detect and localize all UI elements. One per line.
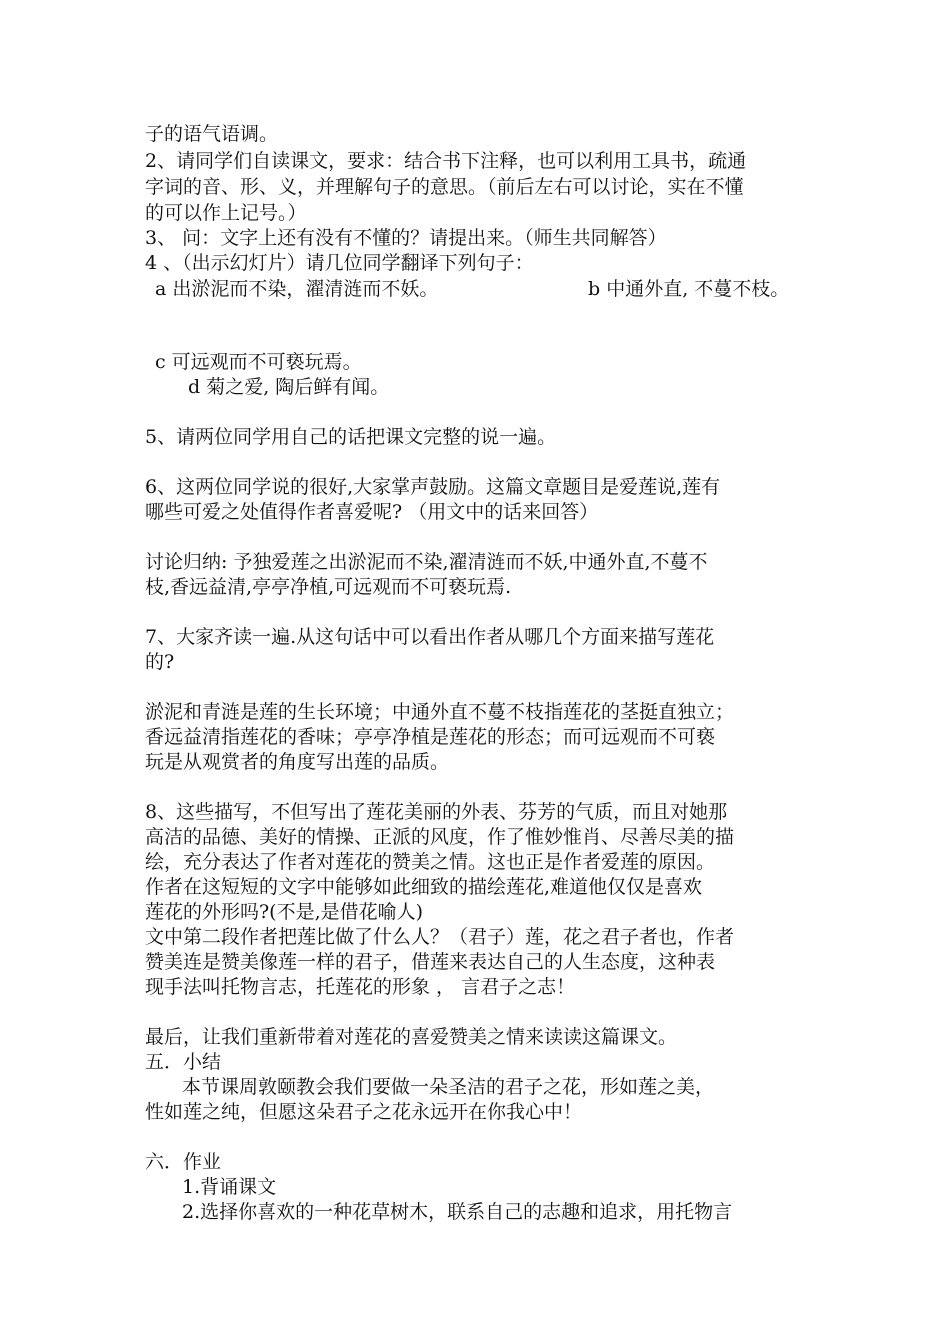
- text-line: 本节课周敦颐教会我们要做一朵圣洁的君子之花，形如莲之美，: [182, 1076, 715, 1098]
- text-line: 哪些可爱之处值得作者喜爱呢? （用文中的话来回答）: [145, 501, 599, 523]
- text-line: 莲花的外形吗?(不是,是借花喻人): [145, 901, 424, 923]
- translation-item-b: b 中通外直, 不蔓不枝。: [588, 278, 790, 300]
- text-line: 6、这两位同学说的很好,大家掌声鼓励。这篇文章题目是爱莲说,莲有: [145, 476, 721, 498]
- text-line: 3、 问：文字上还有没有不懂的？请提出来。（师生共同解答）: [145, 227, 667, 249]
- text-line: 香远益清指莲花的香味；亭亭净植是莲花的形态；而可远观而不可亵: [145, 726, 716, 748]
- section-heading-summary: 五．小结: [145, 1051, 222, 1073]
- text-line: 8、这些描写，不但写出了莲花美丽的外表、芬芳的气质，而且对她那: [145, 801, 728, 823]
- text-line: 最后，让我们重新带着对莲花的喜爱赞美之情来读读这篇课文。: [145, 1026, 678, 1048]
- translation-item-a: a 出淤泥而不染，濯清涟而不妖。: [155, 278, 439, 300]
- text-line: 淤泥和青涟是莲的生长环境；中通外直不蔓不枝指莲花的茎挺直独立；: [145, 701, 735, 723]
- text-line: 现手法叫托物言志，托莲花的形象 ， 言君子之志！: [145, 976, 576, 998]
- section-heading-homework: 六．作业: [145, 1151, 222, 1173]
- text-line: 7、大家齐读一遍.从这句话中可以看出作者从哪几个方面来描写莲花: [145, 626, 715, 648]
- text-line: 的?: [145, 651, 175, 673]
- text-line: 的可以作上记号。）: [145, 202, 307, 224]
- text-line: 文中第二段作者把莲比做了什么人？（君子）莲，花之君子者也，作者: [145, 926, 735, 948]
- homework-item: 2.选择你喜欢的一种花草树木，联系自己的志趣和追求，用托物言: [182, 1201, 733, 1223]
- translation-item-c: c 可远观而不可亵玩焉。: [155, 351, 362, 373]
- homework-item: 1.背诵课文: [182, 1176, 277, 1198]
- text-line: 赞美连是赞美像莲一样的君子，借莲来表达自己的人生态度，这种表: [145, 951, 716, 973]
- text-line: 5、请两位同学用自己的话把课文完整的说一遍。: [145, 426, 557, 448]
- text-line: 2、请同学们自读课文，要求：结合书下注释，也可以利用工具书，疏通: [145, 150, 747, 172]
- text-line: 子的语气语调。: [145, 123, 279, 145]
- text-line: 枝,香远益清,亭亭净植,可远观而不可亵玩焉.: [145, 576, 512, 598]
- text-line: 绘，充分表达了作者对莲花的赞美之情。这也正是作者爱莲的原因。: [145, 851, 716, 873]
- text-line: 性如莲之纯，但愿这朵君子之花永远开在你我心中！: [145, 1101, 583, 1123]
- translation-item-d: d 菊之爱, 陶后鲜有闻。: [188, 376, 390, 398]
- text-line: 作者在这短短的文字中能够如此细致的描绘莲花,难道他仅仅是喜欢: [145, 876, 703, 898]
- text-line: 讨论归纳: 予独爱莲之出淤泥而不染,濯清涟而不妖,中通外直,不蔓不: [145, 551, 708, 573]
- text-line: 字词的音、形、义，并理解句子的意思。（前后左右可以讨论，实在不懂: [145, 176, 744, 198]
- text-line: 高洁的品德、美好的情操、正派的风度，作了惟妙惟肖、尽善尽美的描: [145, 826, 735, 848]
- text-line: 4 、（出示幻灯片）请几位同学翻译下列句子：: [145, 252, 534, 274]
- text-line: 玩是从观赏者的角度写出莲的品质。: [145, 751, 450, 773]
